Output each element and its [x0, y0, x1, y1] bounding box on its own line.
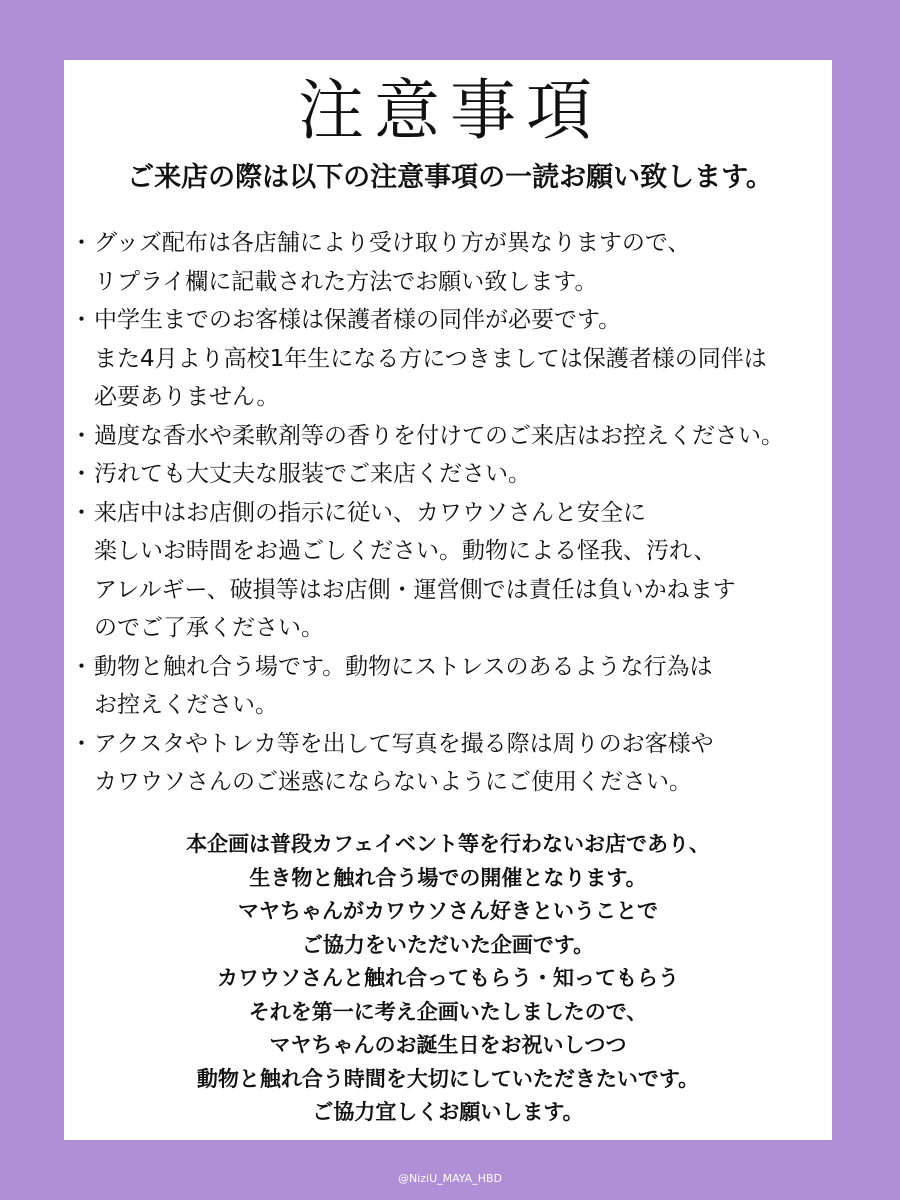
closing-line: それを第一に考え企画いたしましたので、 — [248, 999, 648, 1024]
note-line: 動物と触れ合う場です。動物にストレスのあるような行為は — [94, 653, 713, 680]
closing-line: 生き物と触れ合う場での開催となります。 — [249, 865, 647, 890]
note-item — [70, 725, 820, 802]
note-line: また4月より高校1年生になる方につきましては保護者様の同伴は — [94, 345, 767, 372]
note-line: 汚れても大丈夫な服装でご来店ください。 — [94, 461, 531, 487]
note-line: お控えください。 — [94, 692, 278, 718]
bullet-mark: ・ — [70, 230, 93, 256]
closing-line: 本企画は普段カフェイベント等を行わないお店であり、 — [186, 832, 710, 856]
bullet-mark: ・ — [70, 499, 93, 526]
note-line: 来店中はお店側の指示に従い、カワウソさんと安全に — [94, 499, 646, 526]
closing-line: ご協力をいただいた企画です。 — [301, 932, 595, 957]
bullet-mark: ・ — [70, 730, 93, 757]
closing-message — [64, 828, 832, 1130]
note-item — [70, 224, 820, 301]
note-line: 楽しいお時間をお過ごしください。動物による怪我、汚れ、 — [94, 538, 717, 564]
page-title: 注意事項 — [298, 72, 602, 149]
note-text — [94, 725, 820, 802]
closing-line: 動物と触れ合う時間を大切にしていただきたいです。 — [196, 1066, 700, 1091]
note-text — [94, 494, 820, 648]
note-line: アレルギー、破損等はお店側・運営側では責任は負いかねます — [94, 576, 736, 603]
bullet-mark: ・ — [70, 461, 93, 487]
note-text — [94, 648, 820, 725]
note-item — [70, 417, 820, 456]
page-subtitle: ご来店の際は以下の注意事項の一読お願い致します。 — [127, 162, 773, 193]
note-item — [70, 648, 820, 725]
closing-line: ご協力宜しくお願いします。 — [312, 1100, 584, 1124]
note-line: リプライ欄に記載された方法でお願い致します。 — [94, 268, 598, 295]
note-item — [70, 494, 820, 648]
bullet-mark: ・ — [70, 422, 93, 449]
notes-list — [70, 224, 820, 802]
bullet-mark: ・ — [70, 307, 93, 333]
note-item — [70, 455, 820, 494]
note-line: 過度な香水や柔軟剤等の香りを付けてのご来店はお控えください。 — [94, 422, 784, 449]
note-line: 必要ありません。 — [94, 384, 280, 410]
note-text — [94, 301, 820, 417]
closing-line: カワウソさんと触れ合ってもらう・知ってもらう — [217, 966, 679, 990]
twitter-handle: @NiziU_MAYA_HBD — [397, 1172, 502, 1185]
note-line: のでご了承ください。 — [94, 615, 324, 641]
closing-line: マヤちゃんのお誕生日をお祝いしつつ — [269, 1033, 627, 1057]
note-line: カワウソさんのご迷惑にならないようにご使用ください。 — [94, 769, 692, 795]
closing-line: マヤちゃんがカワウソさん好きということで — [238, 899, 658, 923]
note-item — [70, 301, 820, 417]
note-line: アクスタやトレカ等を出して写真を撮る際は周りのお客様や — [94, 730, 714, 757]
note-text — [94, 455, 820, 494]
bullet-mark: ・ — [70, 653, 93, 680]
note-text — [94, 224, 820, 301]
note-text — [94, 417, 820, 456]
note-line: 中学生までのお客様は保護者様の同伴が必要です。 — [94, 307, 622, 333]
note-line: グッズ配布は各店舗により受け取り方が異なりますので、 — [94, 230, 691, 256]
